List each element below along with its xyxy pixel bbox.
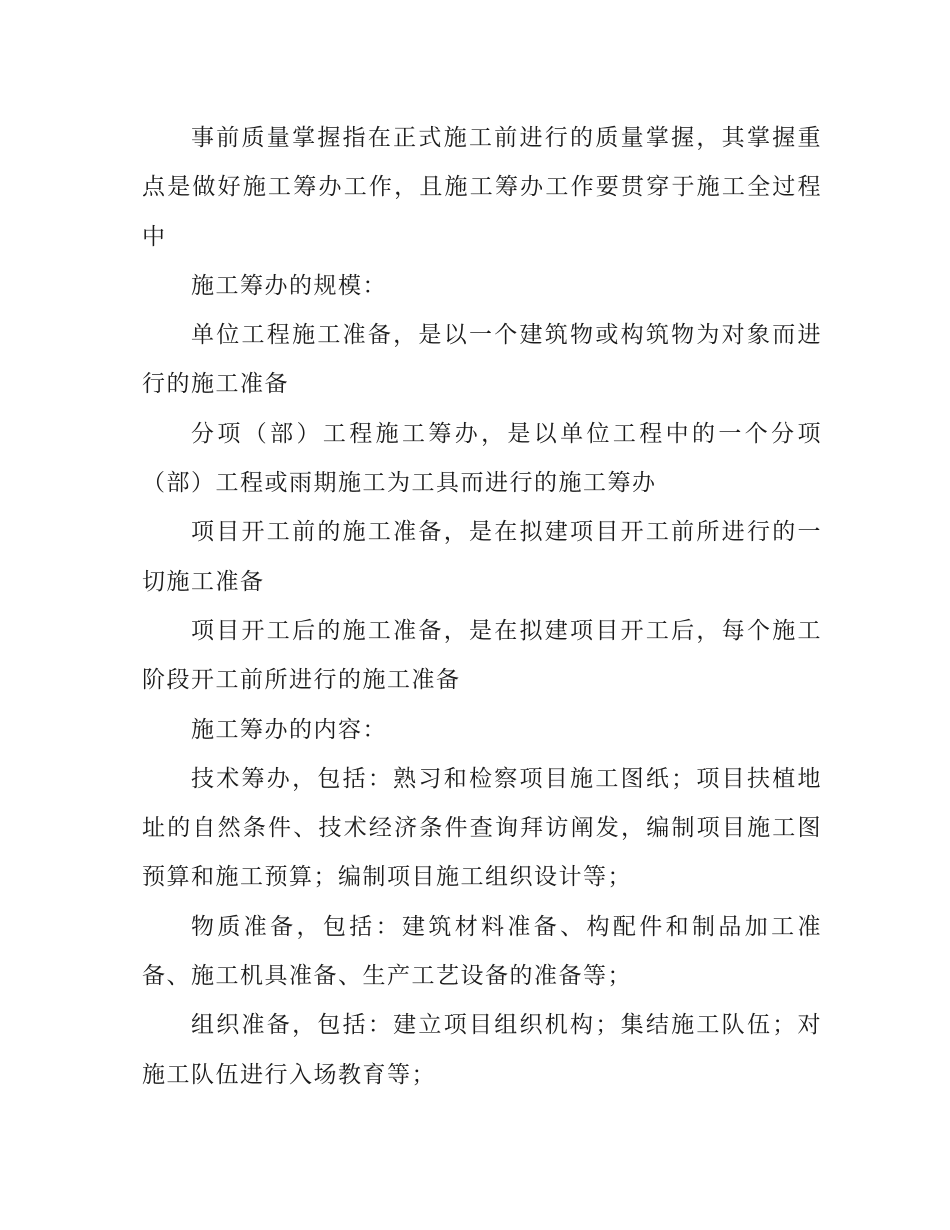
paragraph-organization-prep: 组织准备，包括：建立项目组织机构；集结施工队伍；对施工队伍进行入场教育等； (142, 1012, 822, 1088)
paragraph-material-prep: 物质准备，包括：建筑材料准备、构配件和制品加工准备、施工机具准备、生产工艺设备的准备等； (142, 913, 822, 990)
paragraph-unit-project: 单位工程施工准备，是以一个建筑物或构筑物为对象而进行的施工准备 (142, 322, 822, 398)
paragraph-sub-project: 分项（部）工程施工筹办，是以单位工程中的一个分项（部）工程或雨期施工为工具而进行的施工筹办 (142, 420, 822, 497)
paragraph-before-start: 项目开工前的施工准备，是在拟建项目开工前所进行的一切施工准备 (142, 519, 822, 595)
paragraph-quality-control-intro: 事前质量掌握指在正式施工前进行的质量掌握，其掌握重点是做好施工筹办工作，且施工筹办工作要贯穿于施工全过程中 (142, 125, 822, 250)
paragraph-technical-prep: 技术筹办，包括：熟习和检察项目施工图纸；项目扶植地址的自然条件、技术经济条件查询拜访阐发，编制项目施工图预算和施工预算；编制项目施工组织设计等； (142, 765, 822, 891)
paragraph-content-heading: 施工筹办的内容： (191, 716, 387, 743)
paragraph-scope-heading: 施工筹办的规模： (191, 272, 387, 299)
paragraph-after-start: 项目开工后的施工准备，是在拟建项目开工后，每个施工阶段开工前所进行的施工准备 (142, 617, 822, 694)
document-body (142, 114, 822, 1100)
